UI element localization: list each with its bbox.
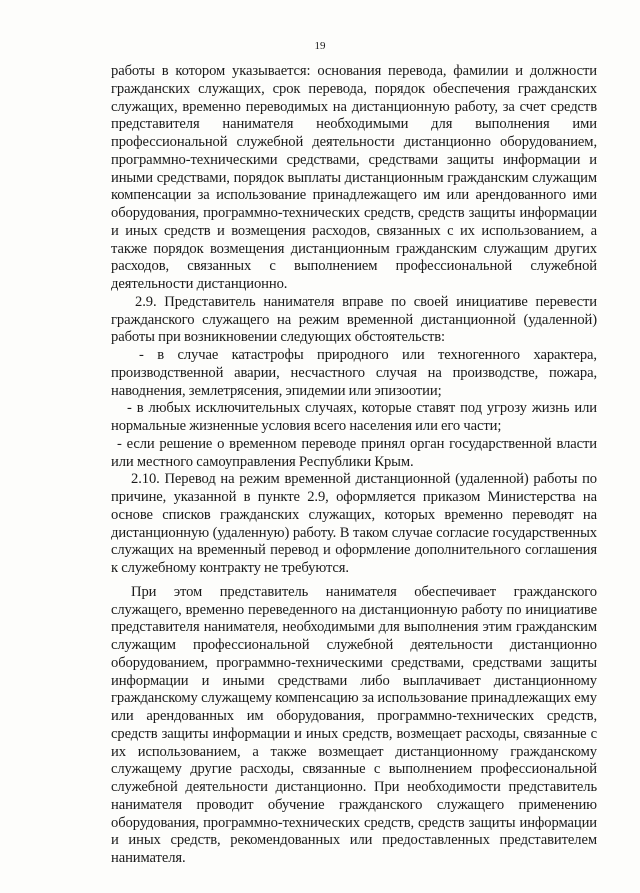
- list-item-government-decision: - если решение о временном переводе принял орган государственной власти или местного самоуправления Республики Крым.: [111, 435, 597, 470]
- paragraph-employer-obligations: При этом представитель нанимателя обеспечивает гражданского служащего, временно переведенного на дистанционную работу по инициативе представителя нанимателя, необходимыми для выполнения этим гражданским служащим профессиональной служебной деятельности дистанционно оборудованием, программно-техническими средствами, средствами защиты информации и иными средствами либо выплачивает дистанционному гражданскому служащему компенсацию за использование принадлежащих ему или арендованных им оборудования, программно-технических средств, средств защиты информации и иных средств, возмещает расходы, связанные с их использованием, а также возмещает дистанционному гражданскому служащему другие расходы, связанные с выполнением профессиональной служебной деятельности дистанционно. При необходимости представитель нанимателя проводит обучение гражданского служащего применению оборудования, программно-технических средств, средств защиты информации и иных средств, рекомендованных или предоставленных представителем нанимателя.: [111, 583, 597, 866]
- list-item-exceptional-cases: - в любых исключительных случаях, которые ставят под угрозу жизнь или нормальные жизненные условия всего населения или его части;: [111, 400, 597, 434]
- paragraph-2-10: 2.10. Перевод на режим временной дистанционной (удаленной) работы по причине, указанной в пункте 2.9, оформляется приказом Министерства на основе списков гражданских служащих, которых временно переводят на дистанционную (удаленную) работу. В таком случае согласие государственных служащих на временный перевод и оформление дополнительного соглашения к служебному контракту не требуются.: [111, 471, 597, 576]
- document-body: [111, 63, 597, 868]
- paragraph-work-order-contents: работы в котором указывается: основания перевода, фамилии и должности гражданских служащих, срок перевода, порядок обеспечения гражданских служащих, временно переводимых на дистанционную работу, за счет средств представителя нанимателя необходимыми для выполнения ими профессиональной служебной деятельности дистанционно оборудованием, программно-техническими средствами, средствами защиты информации и иными средствами, порядок выплаты дистанционным гражданским служащим компенсации за использование принадлежащего им или арендованного ими оборудования, программно-технических средств, средств защиты информации и иных средств и возмещения расходов, связанных с их использованием, а также порядок возмещения дистанционным гражданским служащим других расходов, связанных с выполнением профессиональной служебной деятельности дистанционно.: [111, 63, 597, 292]
- paragraph-2-9: 2.9. Представитель нанимателя вправе по своей инициативе перевести гражданского служащего на режим временной дистанционной (удаленной) работы при возникновении следующих обстоятельств:: [111, 293, 597, 346]
- list-item-catastrophe: - в случае катастрофы природного или техногенного характера, производственной аварии, несчастного случая на производстве, пожара, наводнения, землетрясения, эпидемии или эпизоотии;: [111, 347, 597, 399]
- page-number: 19: [314, 40, 326, 52]
